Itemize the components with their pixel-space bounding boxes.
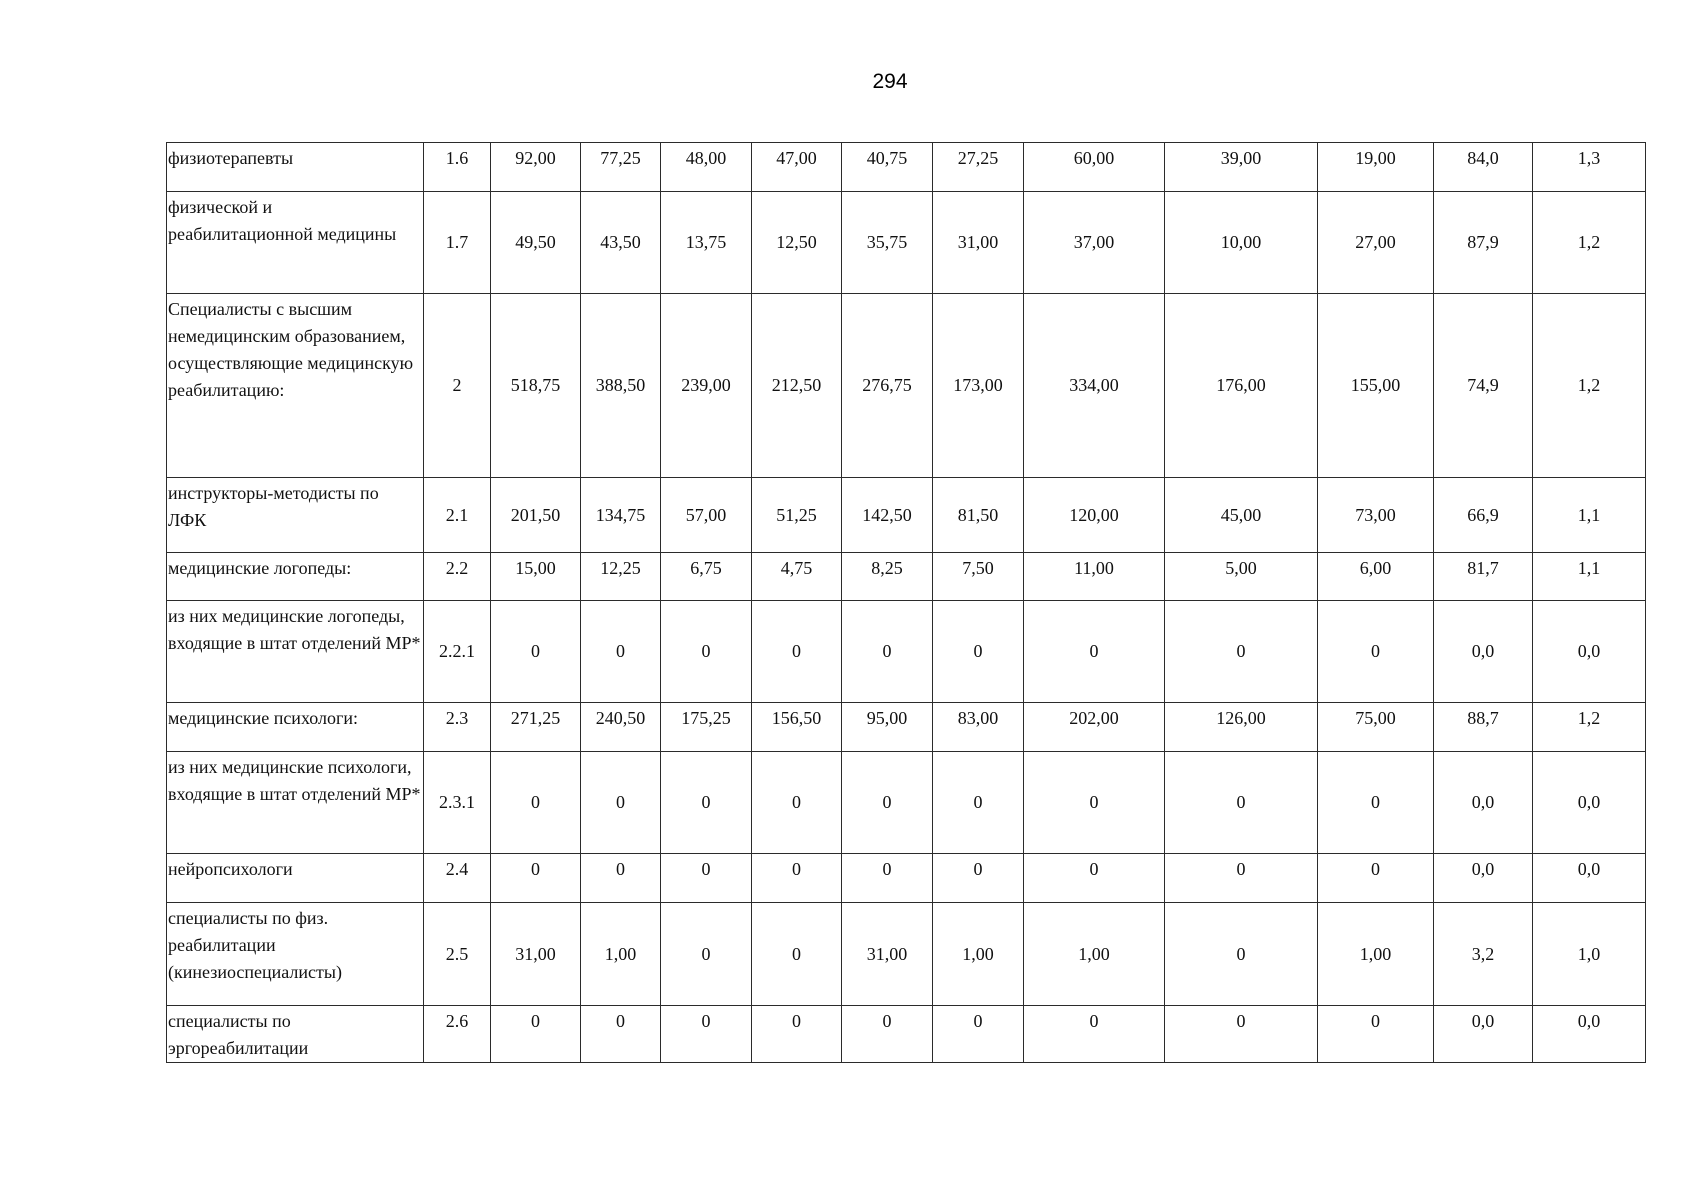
- table-row: [167, 478, 1646, 553]
- value-cell: 202,00: [1024, 703, 1165, 752]
- value-cell: 0: [752, 903, 842, 1006]
- row-code-cell: 2.2.1: [424, 601, 491, 703]
- value-cell: 201,50: [491, 478, 581, 553]
- value-cell: 15,00: [491, 553, 581, 601]
- row-code-cell: 2.1: [424, 478, 491, 553]
- page-number: 294: [872, 70, 908, 93]
- row-name-cell: медицинские логопеды:: [167, 553, 424, 601]
- value-cell: 31,00: [933, 192, 1024, 294]
- value-cell: 75,00: [1318, 703, 1434, 752]
- row-name-cell: специалисты по физ. реабилитации (кинезиоспециалисты): [167, 903, 424, 1006]
- row-name-cell: специалисты по эргореабилитации: [167, 1006, 424, 1063]
- value-cell: 240,50: [581, 703, 661, 752]
- value-cell: 0: [933, 854, 1024, 903]
- value-cell: 334,00: [1024, 294, 1165, 478]
- row-code-cell: 2.6: [424, 1006, 491, 1063]
- value-cell: 0,0: [1434, 601, 1533, 703]
- value-cell: 48,00: [661, 143, 752, 192]
- value-cell: 0,0: [1533, 1006, 1646, 1063]
- value-cell: 87,9: [1434, 192, 1533, 294]
- value-cell: 27,00: [1318, 192, 1434, 294]
- table-row: [167, 1006, 1646, 1063]
- row-code-cell: 1.7: [424, 192, 491, 294]
- value-cell: 8,25: [842, 553, 933, 601]
- row-code-cell: 2.4: [424, 854, 491, 903]
- value-cell: 0: [1024, 752, 1165, 854]
- value-cell: 0: [842, 1006, 933, 1063]
- value-cell: 0,0: [1533, 854, 1646, 903]
- value-cell: 1,2: [1533, 703, 1646, 752]
- value-cell: 0: [661, 601, 752, 703]
- value-cell: 0: [752, 854, 842, 903]
- value-cell: 134,75: [581, 478, 661, 553]
- row-code-cell: 2.3.1: [424, 752, 491, 854]
- value-cell: 3,2: [1434, 903, 1533, 1006]
- value-cell: 155,00: [1318, 294, 1434, 478]
- value-cell: 0: [491, 752, 581, 854]
- value-cell: 1,1: [1533, 553, 1646, 601]
- value-cell: 0: [1165, 854, 1318, 903]
- value-cell: 176,00: [1165, 294, 1318, 478]
- value-cell: 156,50: [752, 703, 842, 752]
- value-cell: 0: [752, 1006, 842, 1063]
- value-cell: 212,50: [752, 294, 842, 478]
- row-code-cell: 2.3: [424, 703, 491, 752]
- value-cell: 0,0: [1434, 752, 1533, 854]
- row-code-cell: 2.5: [424, 903, 491, 1006]
- row-code-cell: 2.2: [424, 553, 491, 601]
- value-cell: 173,00: [933, 294, 1024, 478]
- value-cell: 0: [1318, 1006, 1434, 1063]
- table-row: [167, 903, 1646, 1006]
- value-cell: 1,0: [1533, 903, 1646, 1006]
- value-cell: 0,0: [1434, 854, 1533, 903]
- value-cell: 0: [752, 752, 842, 854]
- value-cell: 0: [1024, 854, 1165, 903]
- value-cell: 1,1: [1533, 478, 1646, 553]
- row-name-cell: инструкторы-методисты по ЛФК: [167, 478, 424, 553]
- value-cell: 60,00: [1024, 143, 1165, 192]
- table-row: [167, 294, 1646, 478]
- table-row: [167, 752, 1646, 854]
- value-cell: 388,50: [581, 294, 661, 478]
- value-cell: 1,00: [1024, 903, 1165, 1006]
- row-name-cell: из них медицинские логопеды, входящие в штат отделений МР*: [167, 601, 424, 703]
- value-cell: 83,00: [933, 703, 1024, 752]
- value-cell: 0: [933, 752, 1024, 854]
- value-cell: 126,00: [1165, 703, 1318, 752]
- value-cell: 0: [491, 1006, 581, 1063]
- table-row: [167, 854, 1646, 903]
- value-cell: 0,0: [1434, 1006, 1533, 1063]
- table-row: [167, 192, 1646, 294]
- value-cell: 6,75: [661, 553, 752, 601]
- value-cell: 0: [581, 1006, 661, 1063]
- value-cell: 4,75: [752, 553, 842, 601]
- value-cell: 77,25: [581, 143, 661, 192]
- value-cell: 0: [752, 601, 842, 703]
- value-cell: 0: [661, 903, 752, 1006]
- value-cell: 45,00: [1165, 478, 1318, 553]
- value-cell: 0: [1024, 601, 1165, 703]
- value-cell: 0: [661, 1006, 752, 1063]
- value-cell: 142,50: [842, 478, 933, 553]
- data-table: [166, 142, 1646, 1063]
- value-cell: 11,00: [1024, 553, 1165, 601]
- table-row: [167, 601, 1646, 703]
- table-row: [167, 143, 1646, 192]
- value-cell: 66,9: [1434, 478, 1533, 553]
- row-code-cell: 2: [424, 294, 491, 478]
- value-cell: 0: [1165, 903, 1318, 1006]
- value-cell: 27,25: [933, 143, 1024, 192]
- value-cell: 0: [933, 601, 1024, 703]
- value-cell: 0: [1318, 752, 1434, 854]
- value-cell: 0: [491, 601, 581, 703]
- value-cell: 81,7: [1434, 553, 1533, 601]
- value-cell: 0: [581, 854, 661, 903]
- value-cell: 88,7: [1434, 703, 1533, 752]
- value-cell: 0: [1024, 1006, 1165, 1063]
- table-row: [167, 703, 1646, 752]
- value-cell: 1,00: [933, 903, 1024, 1006]
- value-cell: 19,00: [1318, 143, 1434, 192]
- value-cell: 0,0: [1533, 752, 1646, 854]
- value-cell: 239,00: [661, 294, 752, 478]
- value-cell: 92,00: [491, 143, 581, 192]
- value-cell: 5,00: [1165, 553, 1318, 601]
- value-cell: 1,2: [1533, 192, 1646, 294]
- value-cell: 31,00: [491, 903, 581, 1006]
- value-cell: 1,00: [1318, 903, 1434, 1006]
- value-cell: 84,0: [1434, 143, 1533, 192]
- value-cell: 10,00: [1165, 192, 1318, 294]
- value-cell: 39,00: [1165, 143, 1318, 192]
- value-cell: 0: [491, 854, 581, 903]
- value-cell: 13,75: [661, 192, 752, 294]
- value-cell: 0: [842, 854, 933, 903]
- row-name-cell: из них медицинские психологи, входящие в штат отделений МР*: [167, 752, 424, 854]
- value-cell: 0,0: [1533, 601, 1646, 703]
- value-cell: 0: [661, 752, 752, 854]
- value-cell: 0: [581, 752, 661, 854]
- value-cell: 31,00: [842, 903, 933, 1006]
- value-cell: 0: [1318, 854, 1434, 903]
- value-cell: 12,25: [581, 553, 661, 601]
- table-body: [167, 143, 1646, 1063]
- row-name-cell: физической и реабилитационной медицины: [167, 192, 424, 294]
- table-row: [167, 553, 1646, 601]
- value-cell: 37,00: [1024, 192, 1165, 294]
- value-cell: 7,50: [933, 553, 1024, 601]
- value-cell: 81,50: [933, 478, 1024, 553]
- value-cell: 518,75: [491, 294, 581, 478]
- row-code-cell: 1.6: [424, 143, 491, 192]
- value-cell: 49,50: [491, 192, 581, 294]
- value-cell: 120,00: [1024, 478, 1165, 553]
- value-cell: 0: [661, 854, 752, 903]
- value-cell: 1,00: [581, 903, 661, 1006]
- value-cell: 1,2: [1533, 294, 1646, 478]
- row-name-cell: физиотерапевты: [167, 143, 424, 192]
- row-name-cell: медицинские психологи:: [167, 703, 424, 752]
- value-cell: 40,75: [842, 143, 933, 192]
- row-name-cell: Специалисты с высшим немедицинским образованием, осуществляющие медицинскую реабилитацию:: [167, 294, 424, 478]
- value-cell: 35,75: [842, 192, 933, 294]
- value-cell: 74,9: [1434, 294, 1533, 478]
- value-cell: 0: [842, 601, 933, 703]
- row-name-cell: нейропсихологи: [167, 854, 424, 903]
- value-cell: 0: [933, 1006, 1024, 1063]
- value-cell: 1,3: [1533, 143, 1646, 192]
- value-cell: 0: [1318, 601, 1434, 703]
- value-cell: 0: [842, 752, 933, 854]
- value-cell: 43,50: [581, 192, 661, 294]
- value-cell: 95,00: [842, 703, 933, 752]
- value-cell: 47,00: [752, 143, 842, 192]
- value-cell: 6,00: [1318, 553, 1434, 601]
- value-cell: 175,25: [661, 703, 752, 752]
- value-cell: 0: [1165, 601, 1318, 703]
- value-cell: 0: [581, 601, 661, 703]
- value-cell: 0: [1165, 752, 1318, 854]
- value-cell: 276,75: [842, 294, 933, 478]
- value-cell: 0: [1165, 1006, 1318, 1063]
- value-cell: 51,25: [752, 478, 842, 553]
- value-cell: 73,00: [1318, 478, 1434, 553]
- value-cell: 57,00: [661, 478, 752, 553]
- value-cell: 271,25: [491, 703, 581, 752]
- value-cell: 12,50: [752, 192, 842, 294]
